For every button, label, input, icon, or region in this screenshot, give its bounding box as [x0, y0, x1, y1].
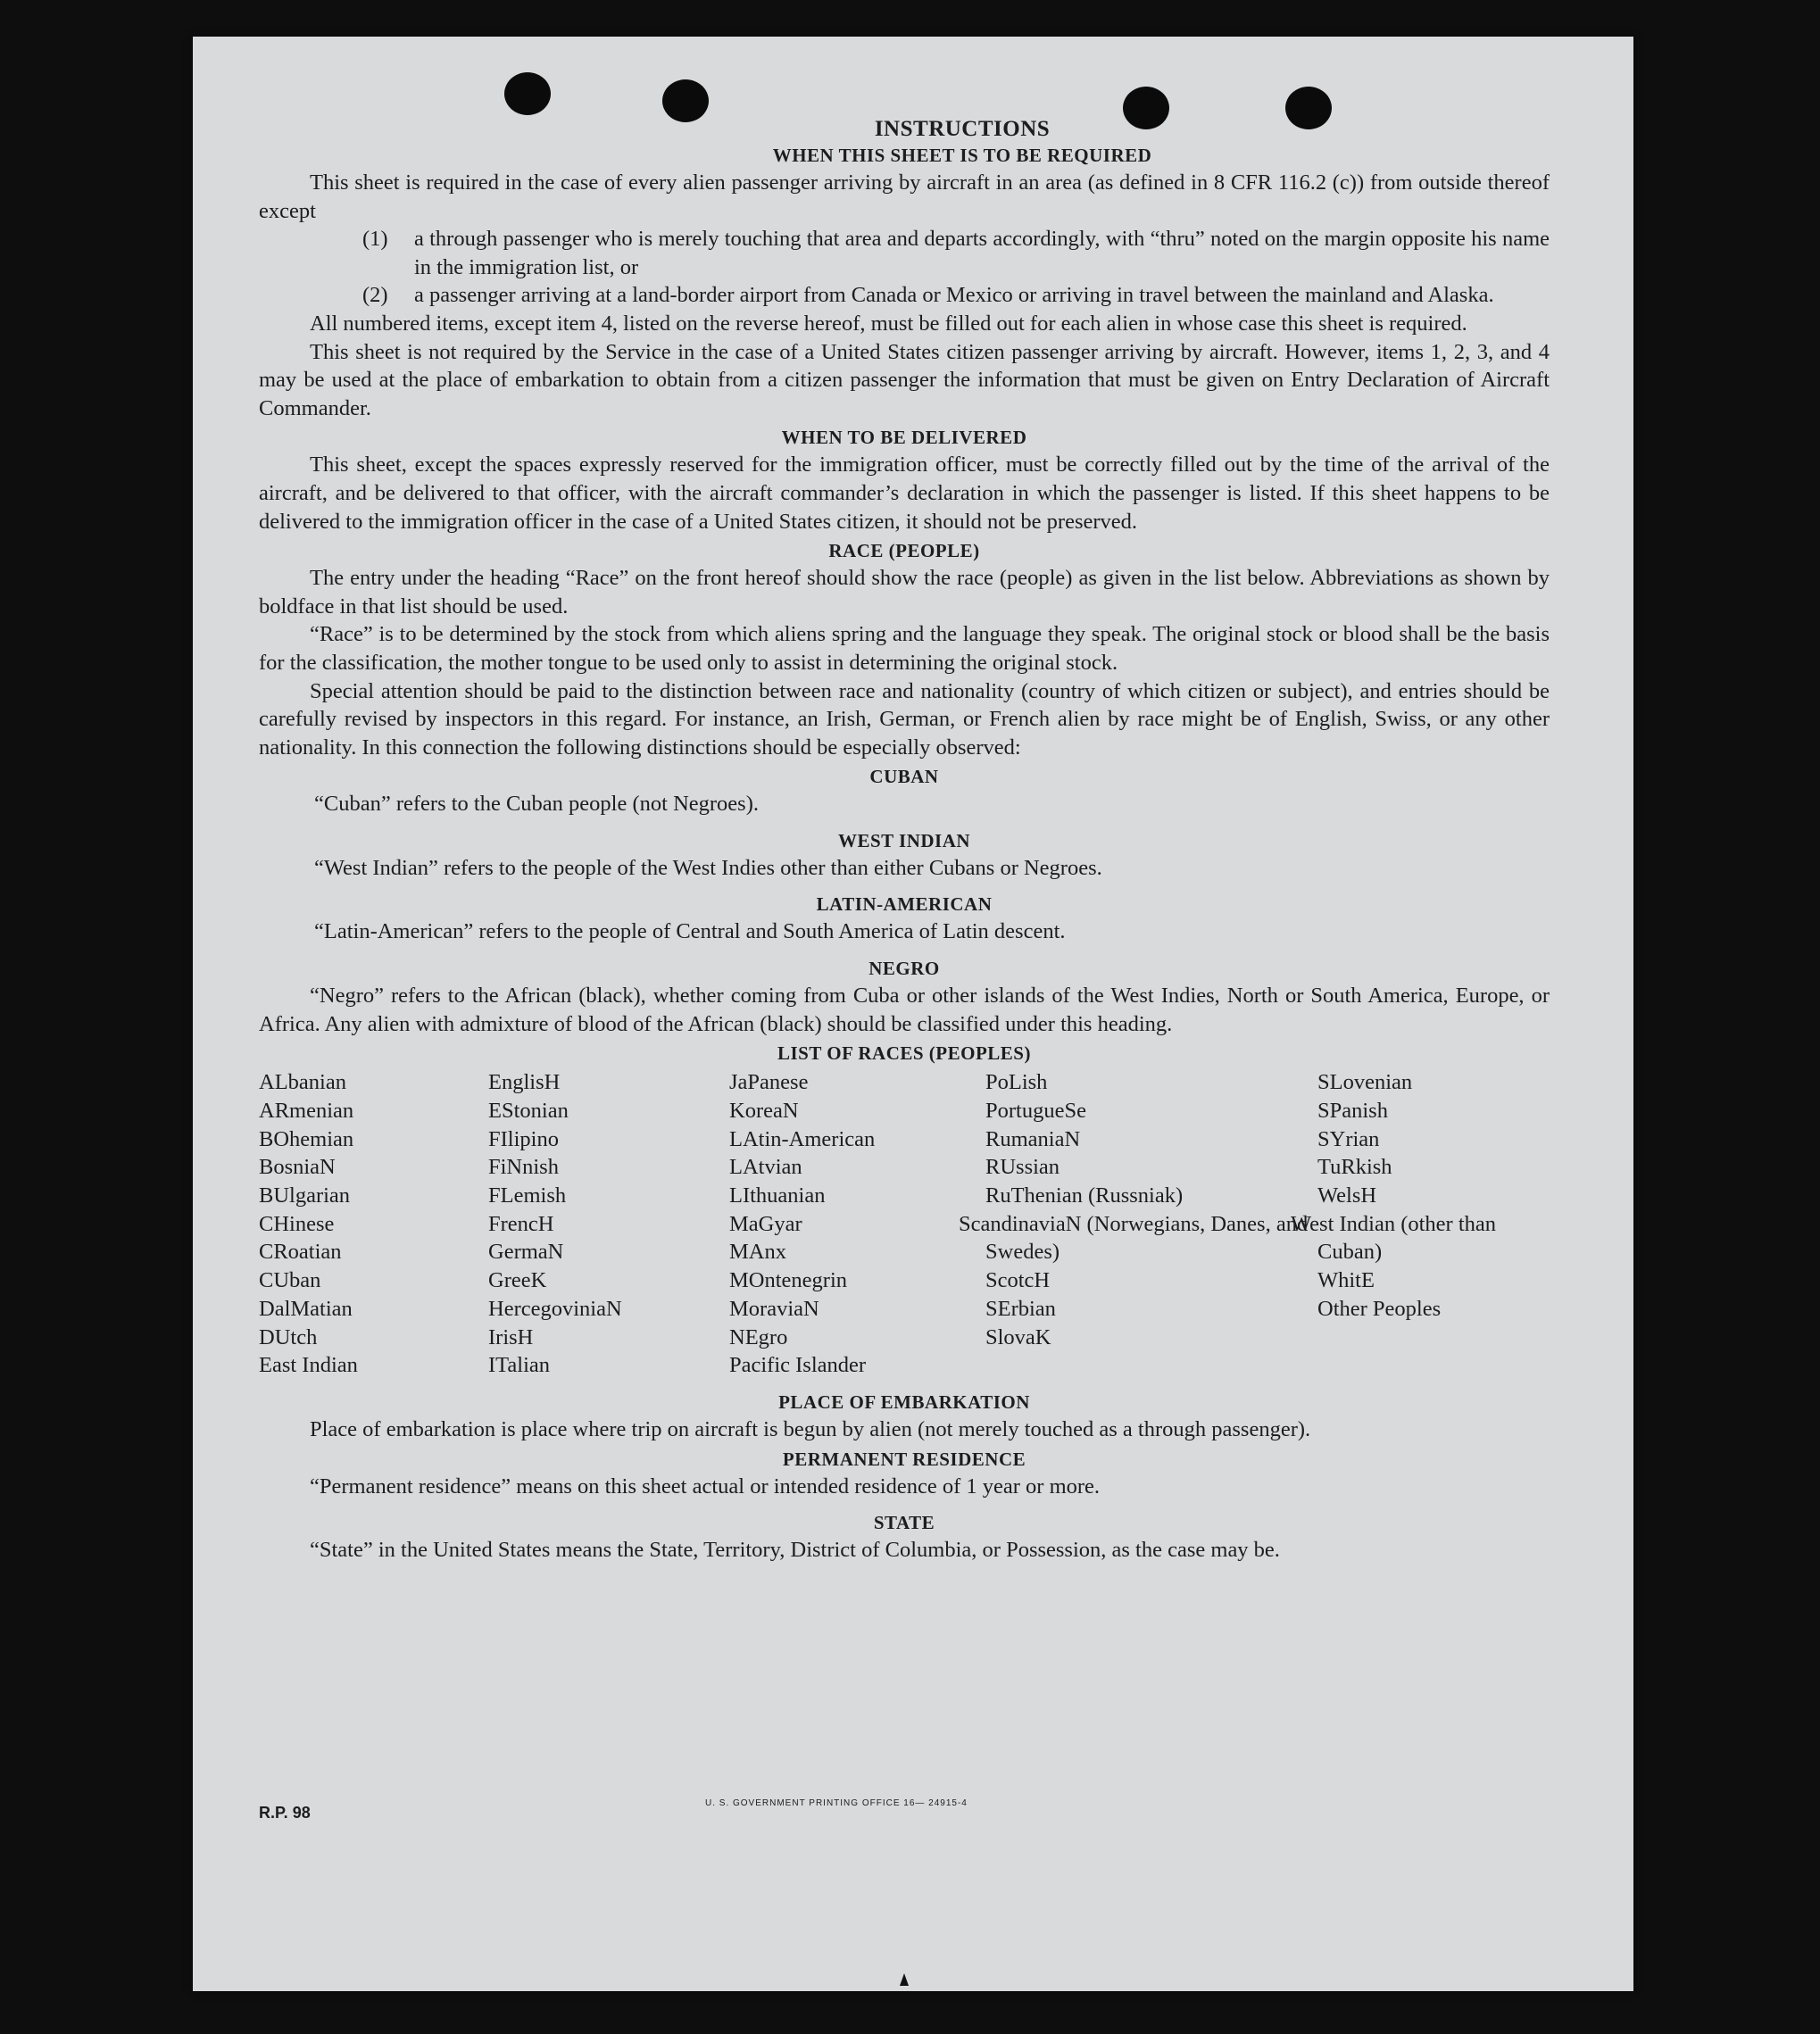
race-entry: LAtvian — [729, 1155, 802, 1180]
section-heading: NEGRO — [868, 958, 940, 980]
item-number: (2) — [362, 283, 388, 308]
race-entry: HercegoviniaN — [488, 1296, 622, 1321]
section-heading: LATIN-AMERICAN — [816, 893, 993, 916]
race-entry: IrisH — [488, 1324, 534, 1349]
race-entry: BUlgarian — [259, 1183, 351, 1208]
race-entry: NEgro — [729, 1324, 788, 1349]
paragraph: “Latin-American” refers to the people of Central and South America of Latin descent. — [314, 919, 1066, 944]
race-entry: BOhemian — [259, 1126, 354, 1151]
race-entry: EStonian — [488, 1098, 569, 1123]
document-page — [193, 37, 1633, 1991]
paragraph: This sheet is required in the case of every alien passenger arriving by aircraft in an area (as defined in 8 CFR 116.2 (c)) from outside thereof except — [259, 170, 1550, 223]
section-heading: WEST INDIAN — [837, 829, 971, 851]
paragraph: This sheet is not required by the Service in the case of a United States citizen passenger arriving by aircraft. However, items 1, 2, 3, and 4 may be used at the place of embarkation to obtain from a citizen passenger the information that must be given on Entry Declaration of Aircraft Commander. — [259, 339, 1550, 420]
paragraph: “Negro” refers to the African (black), whether coming from Cuba or other islands of the West Indies, North or South America, Europe, or Africa. Any alien with admixture of blood of the African (black) should be classified under this heading. — [259, 984, 1550, 1036]
paragraph: The entry under the heading “Race” on the front hereof should show the race (people) as given in the list below. Abbreviations as shown by boldface in that list should be used. — [259, 566, 1550, 619]
punch-hole — [504, 72, 551, 115]
race-entry: ITalian — [488, 1353, 551, 1378]
section-heading: WHEN THIS SHEET IS TO BE REQUIRED — [772, 145, 1152, 166]
race-entry: EnglisH — [488, 1070, 561, 1095]
race-entry: CHinese — [259, 1211, 335, 1236]
race-column — [488, 1068, 729, 1380]
race-entry: West Indian (other than Cuban) — [1291, 1211, 1497, 1265]
item-number: (1) — [362, 227, 388, 252]
section-heading: RACE (PEOPLE) — [828, 540, 980, 562]
race-entry: JaPanese — [729, 1070, 809, 1095]
list-item — [259, 225, 1550, 281]
instructions-body — [259, 117, 1550, 1565]
race-entry: WelsH — [1317, 1183, 1377, 1208]
page-title: INSTRUCTIONS — [874, 117, 1051, 141]
section-heading: CUBAN — [869, 766, 939, 788]
race-entry: East Indian — [259, 1353, 358, 1378]
form-number: R.P. 98 — [259, 1804, 311, 1822]
race-entry: PortugueSe — [985, 1098, 1086, 1123]
paragraph: “Race” is to be determined by the stock from which aliens spring and the language they speak. The original stock or blood shall be the basis for the classification, the mother tongue to be used only to assist in determining the original stock. — [259, 622, 1550, 675]
race-entry: ALbanian — [259, 1070, 346, 1095]
paragraph: Place of embarkation is place where trip on aircraft is begun by alien (not merely touched as a through passenger). — [310, 1416, 1311, 1441]
race-column — [729, 1068, 985, 1380]
race-entry: SPanish — [1317, 1098, 1388, 1123]
race-entry: RuThenian (Russniak) — [985, 1183, 1184, 1208]
race-entry: ScotcH — [985, 1268, 1051, 1293]
race-entry: BosniaN — [259, 1155, 336, 1180]
race-entry: ScandinaviaN (Norwegians, Danes, and Swedes) — [959, 1211, 1309, 1265]
paragraph: “Permanent residence” means on this sheet actual or intended residence of 1 year or more. — [310, 1474, 1101, 1499]
race-entry: PoLish — [985, 1070, 1048, 1095]
paragraph: Special attention should be paid to the distinction between race and nationality (country of which citizen or subject), and entries should be carefully revised by inspectors in this regard. For instance, an Irish, German, or French alien by race might be of English, Swiss, or any other nationality. In this connection the following distinctions should be especially observed: — [259, 678, 1550, 760]
race-column — [959, 1068, 1317, 1380]
race-entry: SLovenian — [1317, 1070, 1413, 1095]
race-entry: CUban — [259, 1268, 321, 1293]
printer-imprint: U. S. GOVERNMENT PRINTING OFFICE 16— 24915-4 — [705, 1798, 968, 1808]
punch-hole — [662, 79, 709, 122]
item-text: a passenger arriving at a land-border airport from Canada or Mexico or arriving in travel between the mainland and Alaska. — [414, 283, 1494, 308]
race-entry: DUtch — [259, 1324, 318, 1349]
section-heading: STATE — [873, 1512, 935, 1534]
section-heading: WHEN TO BE DELIVERED — [781, 427, 1027, 449]
race-entry: ARmenian — [259, 1098, 354, 1123]
paragraph: “Cuban” refers to the Cuban people (not Negroes). — [314, 792, 759, 817]
paragraph: “State” in the United States means the State, Territory, District of Columbia, or Possession, as the case may be. — [310, 1538, 1280, 1563]
race-entry: FLemish — [488, 1183, 567, 1208]
race-entry: MAnx — [729, 1240, 786, 1265]
race-entry: SErbian — [985, 1296, 1056, 1321]
section-heading: PERMANENT RESIDENCE — [782, 1448, 1026, 1470]
item-text: a through passenger who is merely touching that area and departs accordingly, with “thru” noted on the margin opposite his name in the immigration list, or — [414, 227, 1550, 279]
race-entry: FIlipino — [488, 1126, 559, 1151]
race-entry: Pacific Islander — [729, 1353, 867, 1378]
race-entry: CRoatian — [259, 1240, 342, 1265]
race-entry: Other Peoples — [1317, 1296, 1442, 1321]
race-entry: GermaN — [488, 1240, 564, 1265]
race-entry: SlovaK — [985, 1324, 1051, 1349]
paragraph: All numbered items, except item 4, listed on the reverse hereof, must be filled out for each alien in whose case this sheet is required. — [310, 311, 1467, 336]
race-entry: WhitE — [1317, 1268, 1375, 1293]
race-column — [1291, 1068, 1550, 1380]
race-entry: MOntenegrin — [729, 1268, 847, 1293]
race-entry: GreeK — [488, 1268, 547, 1293]
race-entry: LAtin-American — [729, 1126, 876, 1151]
race-list — [259, 1068, 1550, 1380]
race-column — [259, 1068, 488, 1380]
page-footer — [259, 1798, 1550, 1831]
race-entry: LIthuanian — [729, 1183, 826, 1208]
paragraph: “West Indian” refers to the people of the West Indies other than either Cubans or Negroes. — [314, 855, 1102, 880]
section-heading: PLACE OF EMBARKATION — [778, 1391, 1030, 1413]
race-entry: RumaniaN — [985, 1126, 1081, 1151]
list-item — [259, 281, 1550, 310]
race-entry: KoreaN — [729, 1098, 799, 1123]
registration-mark — [900, 1973, 909, 1986]
section-heading: LIST OF RACES (PEOPLES) — [777, 1042, 1031, 1065]
race-entry: RUssian — [985, 1155, 1060, 1180]
race-entry: DalMatian — [259, 1296, 353, 1321]
race-entry: TuRkish — [1317, 1155, 1392, 1180]
race-entry: MoraviaN — [729, 1296, 819, 1321]
race-entry: MaGyar — [729, 1211, 802, 1236]
race-entry: SYrian — [1317, 1126, 1380, 1151]
race-entry: FrencH — [488, 1211, 554, 1236]
paragraph: This sheet, except the spaces expressly reserved for the immigration officer, must be correctly filled out by the time of the arrival of the aircraft, and be delivered to that officer, with the aircraft commander’s declaration in which the passenger is listed. If this sheet happens to be delivered to the immigration officer in the case of a United States citizen, it should not be preserved. — [259, 452, 1550, 534]
race-entry: FiNnish — [488, 1155, 559, 1180]
